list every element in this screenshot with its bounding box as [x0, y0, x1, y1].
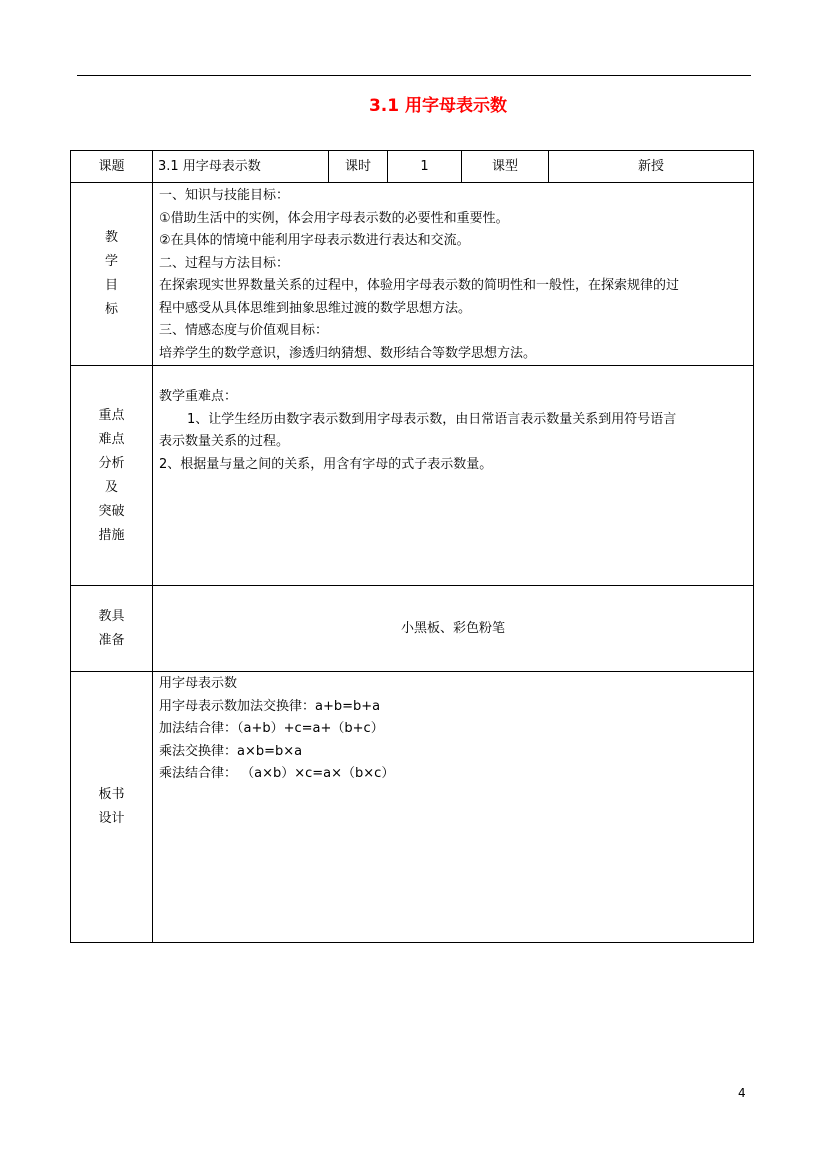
- goals-line: ②在具体的情境中能利用字母表示数进行表达和交流。: [159, 233, 470, 248]
- goals-label: 教 学 目 标: [71, 183, 153, 366]
- topic-label: 课题: [71, 151, 153, 183]
- board-line: 加法结合律：（a+b）+c=a+（b+c）: [159, 721, 384, 736]
- goals-line: 三、情感态度与价值观目标：: [159, 323, 329, 338]
- goals-row: [71, 183, 754, 366]
- goals-line: 在探索现实世界数量关系的过程中，体验用字母表示数的简明性和一般性，在探索规律的过: [159, 278, 680, 293]
- materials-value: 小黑板、彩色粉笔: [153, 586, 754, 672]
- lesson-plan-table: [70, 150, 754, 943]
- period-label: 课时: [329, 151, 388, 183]
- goals-line: 程中感受从具体思维到抽象思维过渡的数学思想方法。: [159, 300, 472, 316]
- goals-line: 培养学生的数学意识，渗透归纳猜想、数形结合等数学思想方法。: [159, 345, 537, 361]
- header-rule: [77, 75, 751, 76]
- keypoint-1b: 表示数量关系的过程。: [159, 434, 290, 449]
- board-line: 乘法结合律： （a×b）×c=a×（b×c）: [159, 766, 395, 781]
- materials-row: [71, 586, 754, 672]
- page-title: 3.1 用字母表示数: [368, 96, 508, 116]
- keypoints-content: [153, 366, 754, 586]
- board-row: [71, 672, 754, 943]
- board-line: 用字母表示数加法交换律：a+b=b+a: [159, 698, 381, 714]
- board-content: [153, 672, 754, 943]
- goals-content: [153, 183, 754, 366]
- page-number: 4: [738, 1086, 746, 1100]
- keypoint-2: 2、根据量与量之间的关系，用含有字母的式子表示数量。: [159, 456, 493, 472]
- type-label: 课型: [462, 151, 549, 183]
- board-label: 板书 设计: [71, 672, 153, 943]
- keypoints-row: [71, 366, 754, 586]
- topic-value: 3.1 用字母表示数: [153, 151, 329, 183]
- goals-line: 二、过程与方法目标：: [159, 255, 290, 271]
- keypoint-1a: 1、让学生经历由数字表示数到用字母表示数，由日常语言表示数量关系到用符号语言: [187, 411, 677, 427]
- info-row: [71, 151, 754, 183]
- goals-line: 一、知识与技能目标：: [159, 188, 290, 203]
- period-value: 1: [388, 151, 462, 183]
- goals-line: ①借助生活中的实例，体会用字母表示数的必要性和重要性。: [159, 210, 509, 226]
- board-line: 乘法交换律：a×b=b×a: [159, 743, 303, 759]
- type-value: 新授: [549, 151, 754, 183]
- keypoints-heading: 教学重难点：: [159, 389, 238, 404]
- materials-label: 教具 准备: [71, 586, 153, 672]
- board-line: 用字母表示数: [159, 676, 238, 691]
- keypoints-label: 重点 难点 分析 及 突破 措施: [71, 366, 153, 586]
